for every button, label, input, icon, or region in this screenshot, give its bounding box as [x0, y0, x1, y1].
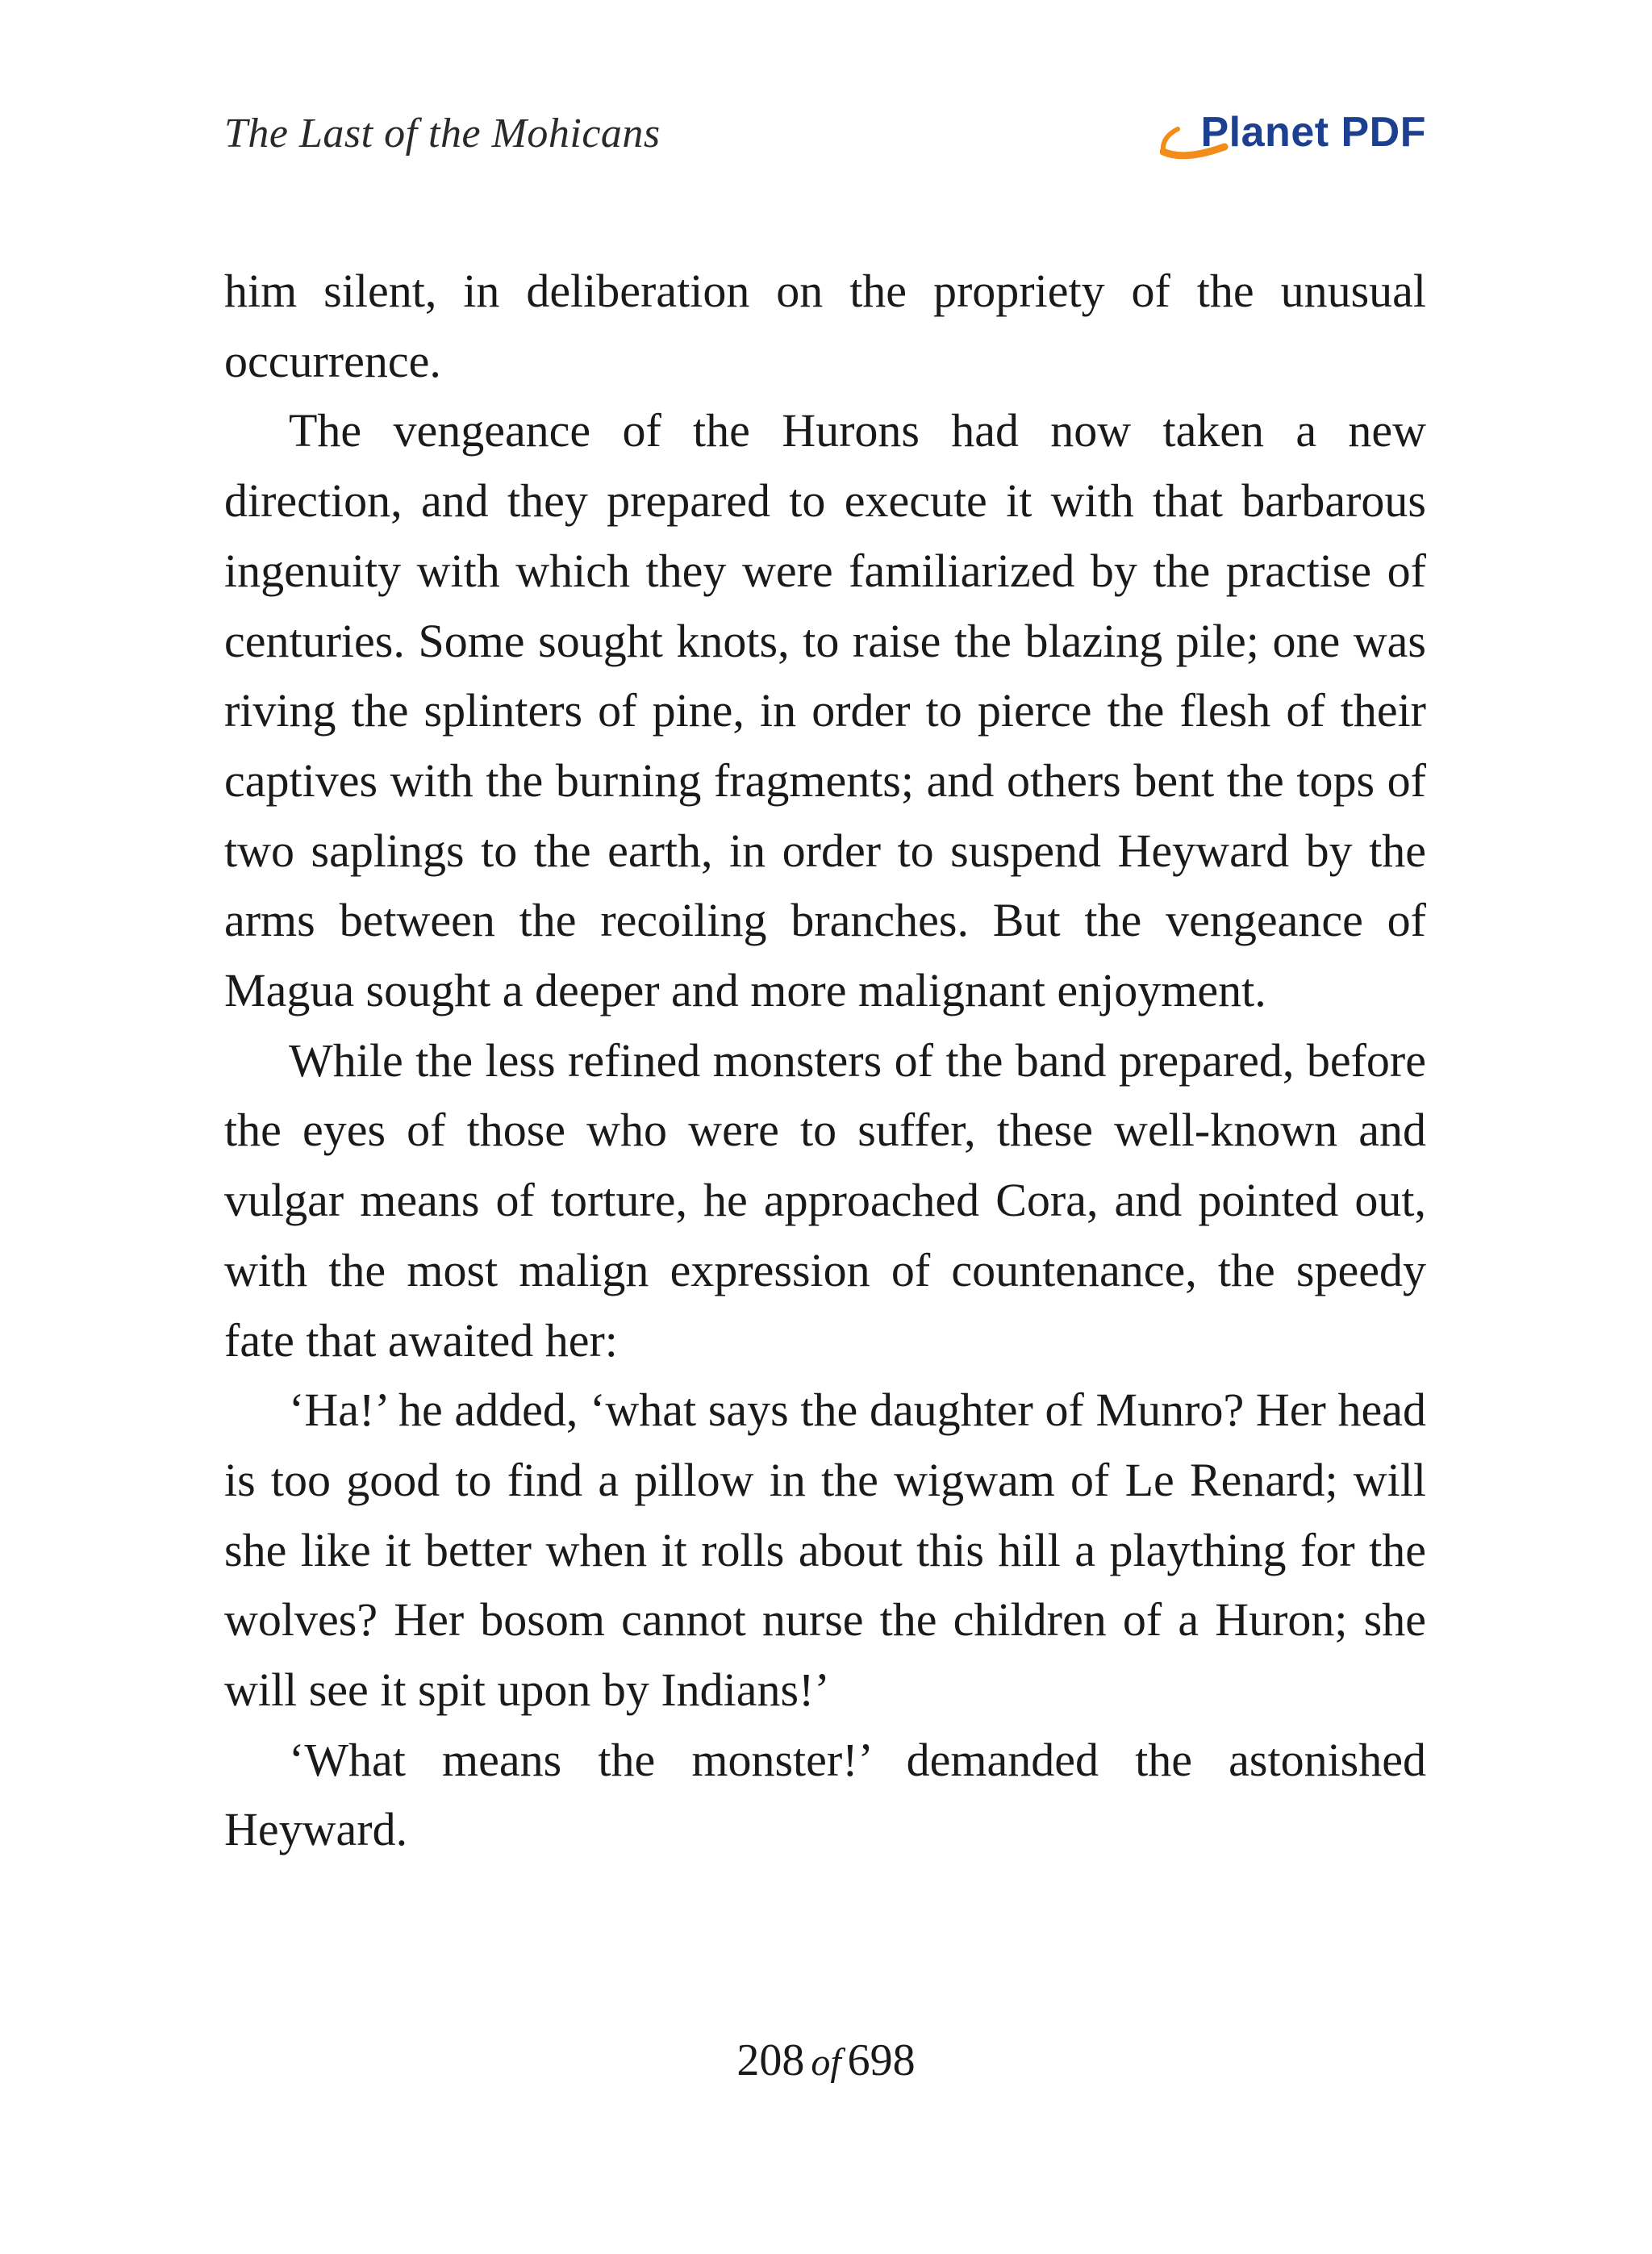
page-body	[224, 257, 1426, 1865]
paragraph: ‘Ha!’ he added, ‘what says the daughter of Munro? Her head is too good to find a pillow in the wigwam of Le Renard; will she like it better when it rolls about this hill a plaything for the wolves? Her bosom cannot nurse the children of a Huron; she will see it spit upon by Indians!’	[224, 1384, 1426, 1717]
planet-pdf-logo[interactable]	[1160, 105, 1426, 169]
paragraph: him silent, in deliberation on the propriety of the unusual occurrence.	[224, 265, 1426, 387]
logo-text: Planet PDF	[1200, 109, 1426, 156]
page-footer	[0, 2035, 1652, 2086]
paragraph: While the less refined monsters of the band prepared, before the eyes of those who were to suffer, these well-known and vulgar means of torture, he approached Cora, and pointed out, with the most malign expression of countenance, the speedy fate that awaited her:	[224, 1033, 1426, 1367]
page-of-label: of	[811, 2041, 841, 2084]
paragraph: The vengeance of the Hurons had now taken a new direction, and they prepared to execute it with that barbarous ingenuity with which they were familiarized by the practise of centuries. Some sought knots, to raise the blazing pile; one was riving the splinters of pine, in order to pierce the flesh of their captives with the burning fragments; and others bent the tops of two saplings to the earth, in order to suspend Heyward by the arms between the recoiling branches. But the vengeance of Magua sought a deeper and more malignant enjoyment.	[224, 404, 1426, 1017]
paragraph: ‘What means the monster!’ demanded the astonished Heyward.	[224, 1733, 1426, 1856]
book-title: The Last of the Mohicans	[224, 111, 661, 157]
total-pages: 698	[847, 2035, 916, 2085]
page-header	[224, 105, 1426, 177]
page-number: 208	[736, 2035, 805, 2085]
